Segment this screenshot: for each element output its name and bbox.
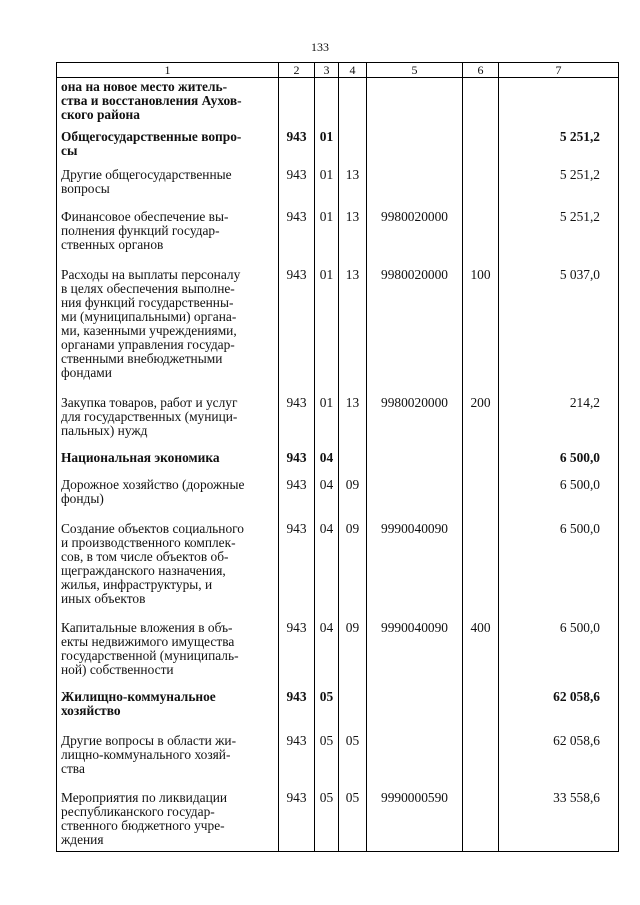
row-name xyxy=(57,166,279,208)
section-code: 01 xyxy=(315,128,339,166)
table-row xyxy=(57,520,619,619)
row-name-line: пальных) нужд xyxy=(61,423,148,438)
page-number: 133 xyxy=(311,40,329,54)
row-name-line: ния функций государственны- xyxy=(61,295,234,310)
section-code: 05 xyxy=(315,789,339,852)
row-name-line: она на новое место житель- xyxy=(61,79,228,94)
section-code: 01 xyxy=(315,166,339,208)
row-name-line: сы xyxy=(61,143,78,158)
target-article: 9980020000 xyxy=(367,266,463,394)
amount: 5 251,2 xyxy=(499,208,619,266)
section-code: 04 xyxy=(315,476,339,520)
expense-type xyxy=(463,520,499,619)
column-header: 7 xyxy=(499,63,619,78)
subsection-code xyxy=(339,128,367,166)
table-row xyxy=(57,266,619,394)
row-name-line: иных объектов xyxy=(61,591,146,606)
table-row xyxy=(57,208,619,266)
subsection-code: 13 xyxy=(339,266,367,394)
subsection-code: 09 xyxy=(339,520,367,619)
expense-type xyxy=(463,208,499,266)
row-name xyxy=(57,449,279,476)
admin-code: 943 xyxy=(279,476,315,520)
amount: 6 500,0 xyxy=(499,476,619,520)
row-name-line: лищно-коммунального хозяй- xyxy=(61,747,231,762)
row-name-line: фондами xyxy=(61,365,112,380)
admin-code xyxy=(279,78,315,129)
row-name-line: Финансовое обеспечение вы- xyxy=(61,209,229,224)
target-article xyxy=(367,166,463,208)
row-name-line: Дорожное хозяйство (дорожные xyxy=(61,477,245,492)
row-name xyxy=(57,732,279,789)
row-name-line: Другие вопросы в области жи- xyxy=(61,733,237,748)
target-article xyxy=(367,688,463,732)
table-row xyxy=(57,619,619,688)
section-code: 01 xyxy=(315,394,339,449)
row-name-line: ства xyxy=(61,761,85,776)
row-name xyxy=(57,128,279,166)
subsection-code xyxy=(339,449,367,476)
amount: 5 251,2 xyxy=(499,166,619,208)
expense-type: 400 xyxy=(463,619,499,688)
subsection-code xyxy=(339,688,367,732)
row-name-line: Общегосударственные вопро- xyxy=(61,129,242,144)
table-row xyxy=(57,128,619,166)
row-name-line: Мероприятия по ликвидации xyxy=(61,790,228,805)
row-name-line: ной) собственности xyxy=(61,662,174,677)
row-name-line: Капитальные вложения в объ- xyxy=(61,620,233,635)
row-name-line: и производственного комплек- xyxy=(61,535,236,550)
row-name-line: вопросы xyxy=(61,181,110,196)
table-row xyxy=(57,449,619,476)
row-name-line: ства и восстановления Аухов- xyxy=(61,93,242,108)
column-header: 1 xyxy=(57,63,279,78)
row-name-line: в целях обеспечения выполне- xyxy=(61,281,235,296)
row-name-line: сов, в том числе объектов об- xyxy=(61,549,229,564)
row-name-line: щегражданского назначения, xyxy=(61,563,226,578)
row-name-line: Другие общегосударственные xyxy=(61,167,232,182)
row-name-line: Создание объектов социального xyxy=(61,521,245,536)
row-name-line: Жилищно-коммунальное xyxy=(61,689,216,704)
amount: 6 500,0 xyxy=(499,619,619,688)
expense-type: 100 xyxy=(463,266,499,394)
expense-type xyxy=(463,732,499,789)
amount: 62 058,6 xyxy=(499,732,619,789)
amount: 5 037,0 xyxy=(499,266,619,394)
table-row xyxy=(57,166,619,208)
row-name-line: ственными внебюджетными xyxy=(61,351,223,366)
row-name xyxy=(57,208,279,266)
expense-type xyxy=(463,449,499,476)
target-article xyxy=(367,449,463,476)
row-name-line: ждения xyxy=(61,832,104,847)
expense-type xyxy=(463,78,499,129)
target-article: 9990040090 xyxy=(367,619,463,688)
row-name xyxy=(57,520,279,619)
admin-code: 943 xyxy=(279,128,315,166)
expense-type xyxy=(463,789,499,852)
admin-code: 943 xyxy=(279,166,315,208)
subsection-code: 09 xyxy=(339,619,367,688)
row-name-line: Закупка товаров, работ и услуг xyxy=(61,395,238,410)
table-row xyxy=(57,78,619,129)
subsection-code: 13 xyxy=(339,208,367,266)
table-row xyxy=(57,688,619,732)
amount: 6 500,0 xyxy=(499,520,619,619)
section-code xyxy=(315,78,339,129)
amount: 6 500,0 xyxy=(499,449,619,476)
subsection-code: 13 xyxy=(339,166,367,208)
row-name-line: Расходы на выплаты персоналу xyxy=(61,267,241,282)
row-name-line: ми (муниципальными) органа- xyxy=(61,309,237,324)
target-article xyxy=(367,128,463,166)
admin-code: 943 xyxy=(279,688,315,732)
row-name-line: ственных органов xyxy=(61,237,164,252)
row-name-line: жилья, инфраструктуры, и xyxy=(61,577,213,592)
target-article xyxy=(367,732,463,789)
expense-type xyxy=(463,688,499,732)
column-header: 2 xyxy=(279,63,315,78)
budget-table xyxy=(56,62,619,852)
amount: 62 058,6 xyxy=(499,688,619,732)
row-name xyxy=(57,78,279,129)
target-article: 9980020000 xyxy=(367,394,463,449)
subsection-code: 05 xyxy=(339,732,367,789)
subsection-code: 05 xyxy=(339,789,367,852)
row-name-line: полнения функций государ- xyxy=(61,223,220,238)
target-article: 9990000590 xyxy=(367,789,463,852)
target-article: 9980020000 xyxy=(367,208,463,266)
row-name-line: ского района xyxy=(61,107,140,122)
row-name-line: органами управления государ- xyxy=(61,337,235,352)
admin-code: 943 xyxy=(279,619,315,688)
section-code: 04 xyxy=(315,619,339,688)
column-header: 3 xyxy=(315,63,339,78)
table-row xyxy=(57,789,619,852)
amount: 33 558,6 xyxy=(499,789,619,852)
subsection-code: 13 xyxy=(339,394,367,449)
section-code: 05 xyxy=(315,732,339,789)
row-name xyxy=(57,266,279,394)
column-header: 6 xyxy=(463,63,499,78)
table-row xyxy=(57,476,619,520)
subsection-code: 09 xyxy=(339,476,367,520)
column-header: 5 xyxy=(367,63,463,78)
admin-code: 943 xyxy=(279,520,315,619)
admin-code: 943 xyxy=(279,208,315,266)
subsection-code xyxy=(339,78,367,129)
target-article xyxy=(367,78,463,129)
row-name-line: ми, казенными учреждениями, xyxy=(61,323,237,338)
section-code: 01 xyxy=(315,208,339,266)
section-code: 04 xyxy=(315,449,339,476)
row-name-line: фонды) xyxy=(61,491,104,506)
expense-type: 200 xyxy=(463,394,499,449)
row-name-line: екты недвижимого имущества xyxy=(61,634,235,649)
admin-code: 943 xyxy=(279,789,315,852)
row-name-line: государственной (муниципаль- xyxy=(61,648,239,663)
row-name-line: Национальная экономика xyxy=(61,450,220,465)
row-name xyxy=(57,789,279,852)
expense-type xyxy=(463,128,499,166)
expense-type xyxy=(463,166,499,208)
row-name xyxy=(57,476,279,520)
table-row xyxy=(57,732,619,789)
admin-code: 943 xyxy=(279,394,315,449)
amount: 214,2 xyxy=(499,394,619,449)
target-article xyxy=(367,476,463,520)
row-name xyxy=(57,688,279,732)
admin-code: 943 xyxy=(279,732,315,789)
row-name-line: республиканского государ- xyxy=(61,804,215,819)
header-row xyxy=(57,63,619,78)
row-name xyxy=(57,619,279,688)
row-name-line: хозяйство xyxy=(61,703,121,718)
column-header: 4 xyxy=(339,63,367,78)
admin-code: 943 xyxy=(279,449,315,476)
expense-type xyxy=(463,476,499,520)
row-name-line: ственного бюджетного учре- xyxy=(61,818,225,833)
row-name-line: для государственных (муници- xyxy=(61,409,238,424)
section-code: 04 xyxy=(315,520,339,619)
target-article: 9990040090 xyxy=(367,520,463,619)
amount: 5 251,2 xyxy=(499,128,619,166)
amount xyxy=(499,78,619,129)
section-code: 01 xyxy=(315,266,339,394)
table-row xyxy=(57,394,619,449)
section-code: 05 xyxy=(315,688,339,732)
admin-code: 943 xyxy=(279,266,315,394)
row-name xyxy=(57,394,279,449)
